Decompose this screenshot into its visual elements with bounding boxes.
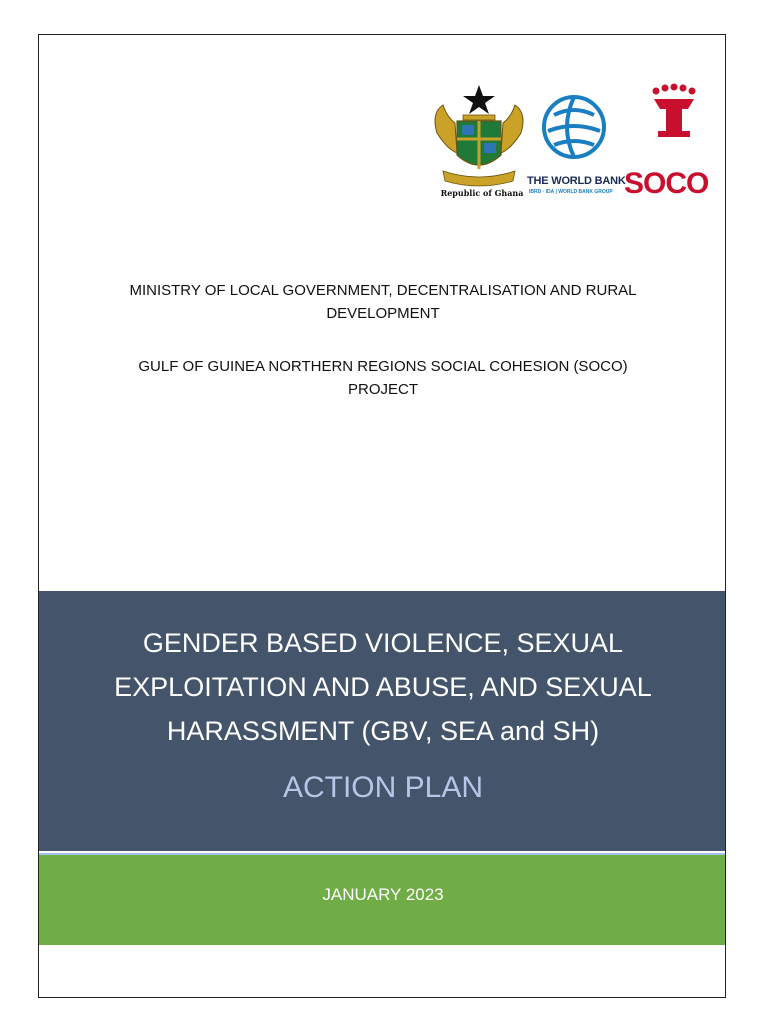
logo-strip bbox=[429, 83, 719, 203]
document-page bbox=[38, 34, 726, 998]
project-line-2: PROJECT bbox=[347, 381, 418, 398]
world-bank-globe-icon bbox=[524, 85, 624, 185]
document-title bbox=[69, 621, 697, 753]
world-bank-tagline: IBRD · IDA | WORLD BANK GROUP bbox=[529, 189, 613, 195]
soco-wordmark: SOCO bbox=[624, 167, 709, 200]
publication-date: JANUARY 2023 bbox=[322, 885, 444, 904]
ministry-heading bbox=[39, 279, 726, 325]
title-line-2: EXPLOITATION AND ABUSE, AND SEXUAL bbox=[114, 672, 652, 702]
title-line-3: HARASSMENT (GBV, SEA and SH) bbox=[166, 716, 600, 746]
world-bank-name: THE WORLD BANK bbox=[527, 175, 626, 187]
project-heading bbox=[39, 355, 726, 401]
ministry-line-2: DEVELOPMENT bbox=[326, 305, 440, 322]
ministry-line-1: MINISTRY OF LOCAL GOVERNMENT, DECENTRALISATION AND RURAL bbox=[129, 282, 637, 299]
coat-of-arms-caption: Republic of Ghana bbox=[440, 188, 524, 198]
date-band bbox=[39, 853, 726, 945]
title-band bbox=[39, 591, 726, 851]
project-line-1: GULF OF GUINEA NORTHERN REGIONS SOCIAL COHESION (SOCO) bbox=[138, 358, 628, 375]
title-line-1: GENDER BASED VIOLENCE, SEXUAL bbox=[142, 628, 624, 658]
ghana-coat-of-arms-icon bbox=[429, 83, 529, 201]
document-subtitle: ACTION PLAN bbox=[282, 771, 484, 804]
